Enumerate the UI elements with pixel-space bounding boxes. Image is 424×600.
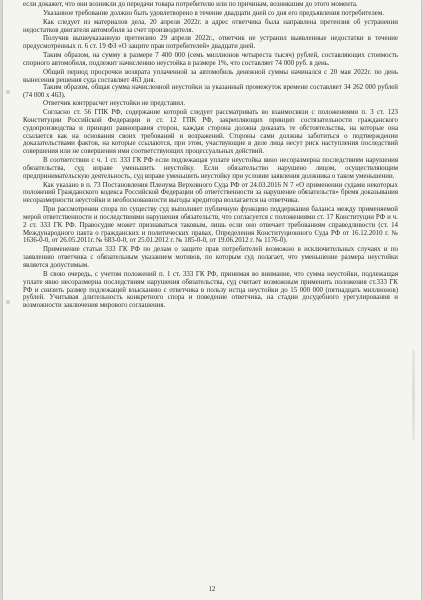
paragraph: Согласно ст. 56 ГПК РФ, содержание которой следует рассматривать во взаимосвязи с положениями п. 3 ст. 123 Конституции Российской Федерации и ст. 12 ГПК РФ, закрепляющих принцип состязательности гражданского судопроизводства и принцип равноправия сторон, каждая сторона должна доказать те обстоятельства, на которые она ссылается как на основания своих требований и возражений. Стороны сами должны заботиться о подтверждении доказательствами фактов, на которые ссылаются, при этом, участвующие в деле лица несут риск наступления последствий совершения или не совершения ими соответствующих процессуальных действий. — [23, 108, 398, 156]
paragraph: Ответчик контррасчет неустойки не представил. — [43, 100, 186, 108]
paragraph: При рассмотрении спора по существу суд выполняет публичную функцию поддержания баланса между применяемой мерой ответственности и последствиями нарушения обязательств, что согласуется с положениями ст. 17 Конституции РФ и ч. 2 ст. 333 ГК РФ. Правосудие может признаваться таковым, лишь если оно отвечает требованиям справедливости (ст. 14 Международного пакта о гражданских и политических правах, Определения Конституционного Суда РФ от 16.12.2010 г. № 1636-0-0, от 26.05.2011г. № 683-0-0, от 25.01.2012 г. № 185-0-0, от 19.06.2012 г. № 1176-0). — [23, 206, 398, 245]
document-page — [3, 0, 421, 600]
page-number: 12 — [208, 585, 216, 593]
paragraph: Общий период просрочки возврата уплаченной за автомобиль денежной суммы начинался с 20 мая 2022г. по день вынесения решения суда составляет 463 дня. — [23, 68, 398, 84]
paragraph: Таким образом, общая сумма начисленной неустойки за указанный промежуток времени составляет 34 262 000 рублей (74 000 х 463). — [23, 84, 398, 100]
paragraph: В соответствии с ч. 1 ст. 333 ГК РФ если подлежащая уплате неустойка явно несоразмерна последствиям нарушения обязательства, суд вправе уменьшить неустойку. Если обязательство нарушено лицом, осуществляющим предпринимательскую деятельность, суд вправе уменьшить неустойку при условии заявления должника о таком уменьшении. — [23, 157, 398, 180]
paragraph: В свою очередь, с учетом положений п. 1 ст. 333 ГК РФ, принимая во внимание, что сумма неустойки, подлежащая уплате явно несоразмерна последствиям нарушения обязательства, суд считает возможным применить положения ст.333 ГК РФ и снизить размер подлежащей взысканию с ответчика в пользу истца неустойки до 15 000 000 (пятнадцать миллионов) рублей. Учитывая длительность конкретного спора и поведение ответчика, на стадии досудебного урегулирования и возможности заключения мирового соглашения. — [23, 270, 398, 310]
paragraph: Указанное требование должно быть удовлетворено в течение двадцати дней со дня его предъявления потребителем. — [43, 9, 384, 17]
paragraph: если докажет, что они возникли до передачи товара потребителю или по причинам, возникшим до этого момента. — [23, 1, 358, 8]
paragraph: Таким образом, на сумму в размере 7 400 000 (семь миллионов четыреста тысяч) рублей, составляющих стоимость спорного автомобиля, подлежит начислению неустойка в размере 1%, что составляет 74 000 руб. в день. — [23, 52, 398, 67]
paragraph: Получив вышеуказанную претензию 29 апреля 2022г., ответчик не устранил выявленные недостатки в течение предусмотренных п. 6 ст. 19 ФЗ «О защите прав потребителей» двадцати дней. — [23, 35, 398, 51]
paragraph: Применение статьи 333 ГК РФ по делам о защите прав потребителей возможно в исключительных случаях и по заявлению ответчика с обязательным указанием мотивов, по которым суд полагает, что уменьшение размера неустойки является допустимым. — [23, 246, 398, 269]
paragraph: Как указано в п. 73 Постановления Пленума Верховного Суда РФ от 24.03.2016 N 7 «О применении судами некоторых положений Гражданского кодекса Российской Федерации об ответственности за нарушение обязательств» бремя доказывания несоразмерности неустойки и необоснованности выгоды кредитора возлагается на ответчика. — [23, 181, 398, 205]
scan-shadow — [412, 350, 415, 440]
document-body — [23, 1, 398, 310]
paragraph: Как следует из материалов дела, 20 апреля 2022г. в адрес ответчика была направлена претензия об устранении недостатков двигателя автомобиля за счет производителя. — [23, 18, 398, 34]
punch-hole-mark — [6, 300, 10, 304]
punch-hole-mark — [6, 90, 10, 94]
